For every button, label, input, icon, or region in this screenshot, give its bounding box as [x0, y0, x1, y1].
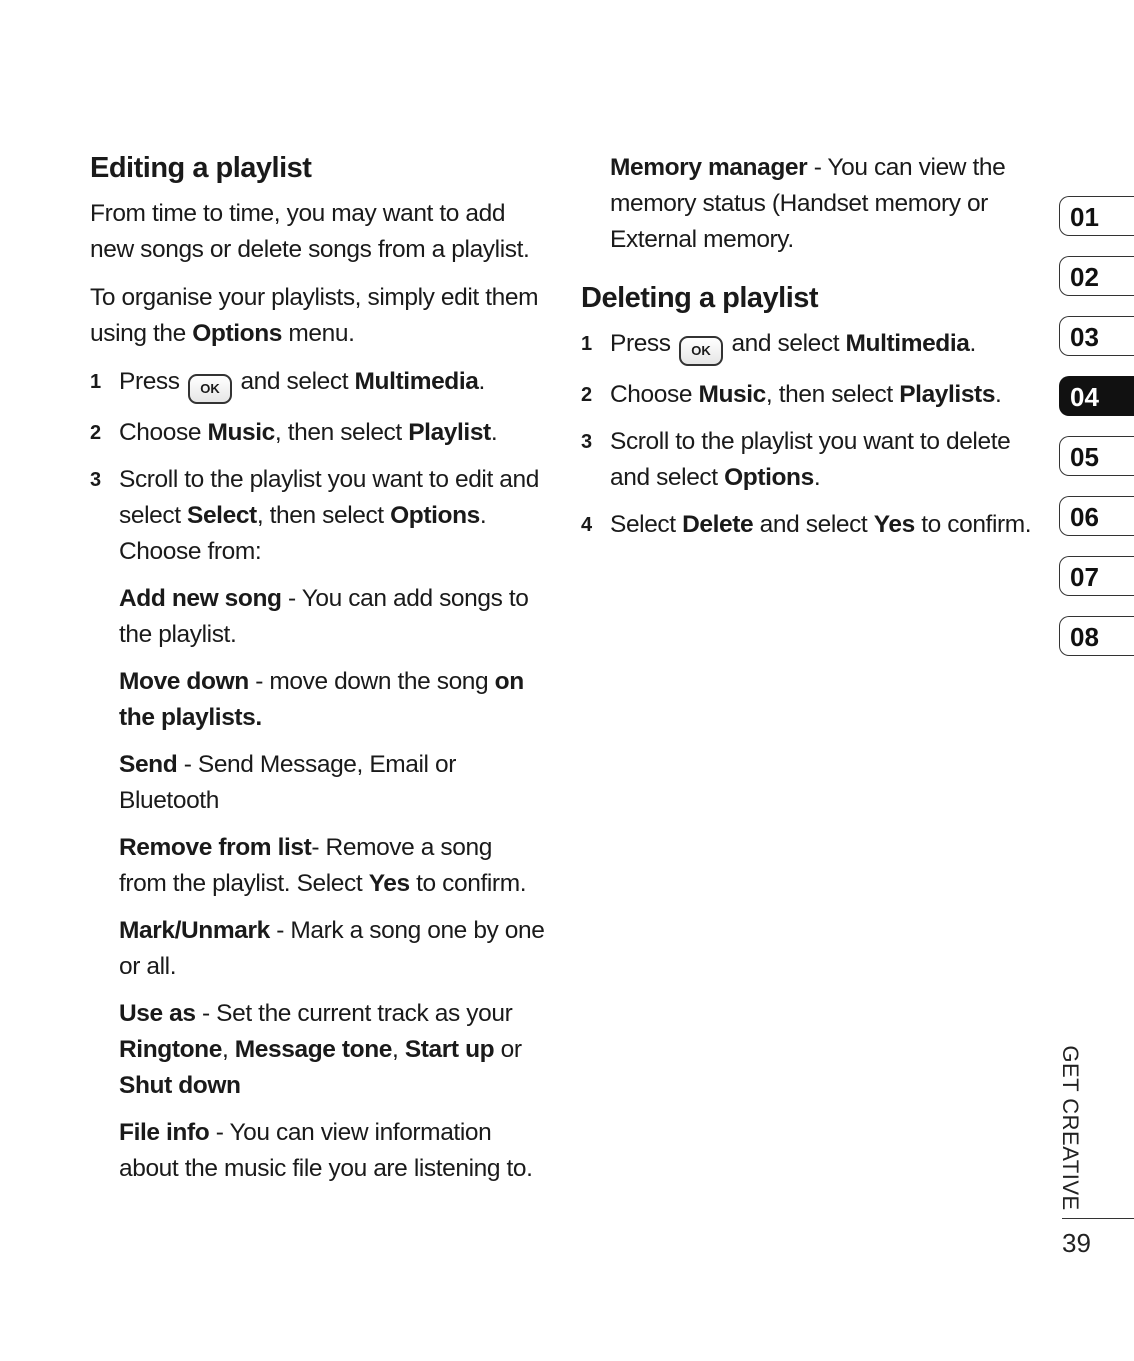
- footer-divider: [1062, 1218, 1134, 1219]
- delete-step-3: 3 Scroll to the playlist you want to delete and select Options.: [581, 428, 1011, 491]
- option-move-down: Move down - move down the song on the playlists.: [119, 668, 524, 731]
- chapter-tab-04[interactable]: 04: [1059, 376, 1134, 416]
- option-file-info: File info - You can view information about the music file you are listening to.: [119, 1119, 533, 1182]
- right-column: [581, 150, 1041, 554]
- chapter-tabs: [1059, 196, 1134, 676]
- heading-editing-playlist: Editing a playlist: [90, 152, 312, 184]
- ok-key-icon: OK: [679, 336, 723, 366]
- ok-key-icon: OK: [188, 374, 232, 404]
- edit-step-2: 2 Choose Music, then select Playlist.: [90, 419, 498, 446]
- section-side-label: GET CREATIVE: [1058, 1045, 1083, 1211]
- edit-step-3: 3 Scroll to the playlist you want to edit and select Select, then select Options. Choose from:: [90, 466, 539, 565]
- chapter-tab-07[interactable]: 07: [1059, 556, 1134, 596]
- option-add-new-song: Add new song - You can add songs to the playlist.: [119, 585, 529, 648]
- chapter-tab-02[interactable]: 02: [1059, 256, 1134, 296]
- delete-step-2: 2 Choose Music, then select Playlists.: [581, 381, 1002, 408]
- intro-paragraph-1: From time to time, you may want to add new songs or delete songs from a playlist.: [90, 200, 530, 263]
- chapter-tab-01[interactable]: 01: [1059, 196, 1134, 236]
- chapter-tab-06[interactable]: 06: [1059, 496, 1134, 536]
- heading-deleting-playlist: Deleting a playlist: [581, 282, 819, 314]
- option-mark-unmark: Mark/Unmark - Mark a song one by one or all.: [119, 917, 545, 980]
- chapter-tab-03[interactable]: 03: [1059, 316, 1134, 356]
- page-number: 39: [1062, 1228, 1091, 1258]
- intro-paragraph-2: To organise your playlists, simply edit them using the Options menu.: [90, 284, 539, 347]
- chapter-tab-05[interactable]: 05: [1059, 436, 1134, 476]
- left-column: [90, 150, 545, 1198]
- option-use-as: Use as - Set the current track as your Ringtone, Message tone, Start up or Shut down: [119, 1000, 522, 1099]
- option-memory-manager: Memory manager - You can view the memory status (Handset memory or External memory.: [610, 154, 1006, 253]
- edit-step-1: 1 Press OK and select Multimedia.: [90, 364, 545, 404]
- delete-step-4: 4 Select Delete and select Yes to confirm.: [581, 511, 1032, 538]
- option-remove-from-list: Remove from list- Remove a song from the playlist. Select Yes to confirm.: [119, 834, 527, 897]
- option-send: Send - Send Message, Email or Bluetooth: [119, 751, 456, 814]
- chapter-tab-08[interactable]: 08: [1059, 616, 1134, 656]
- delete-step-1: 1 Press OK and select Multimedia.: [581, 326, 1041, 366]
